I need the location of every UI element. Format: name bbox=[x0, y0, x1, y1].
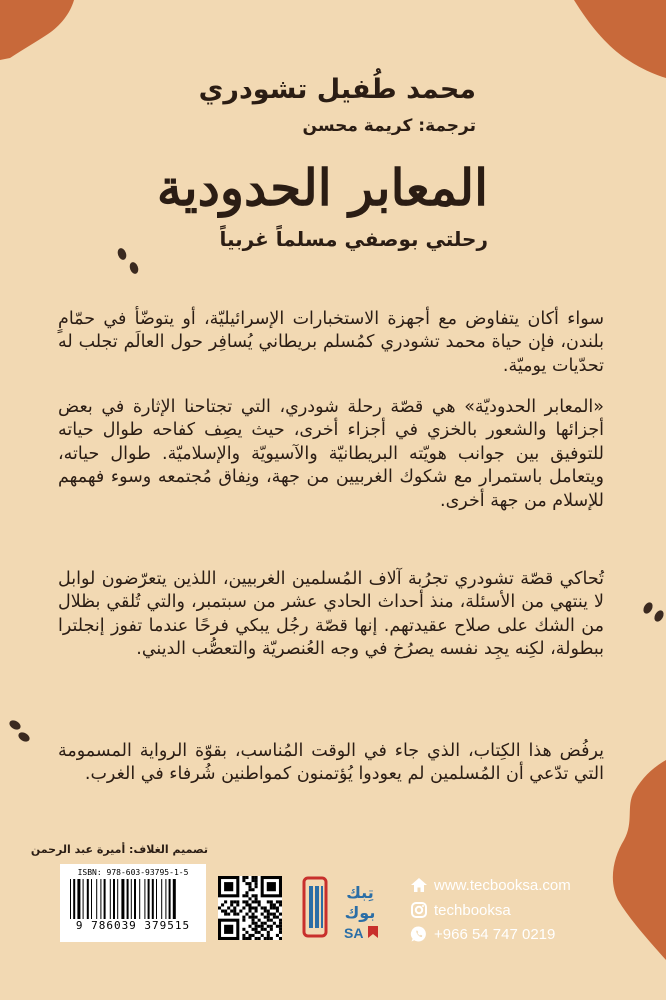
instagram-handle[interactable]: techbooksa bbox=[434, 901, 511, 919]
logo-line2: بوك bbox=[344, 903, 376, 922]
home-icon bbox=[410, 876, 428, 894]
isbn-digits: 9 786039 379515 bbox=[75, 919, 191, 932]
book-title: المعابر الحدودية bbox=[156, 158, 488, 217]
blob-top-right bbox=[566, 0, 666, 80]
qr-code bbox=[218, 876, 282, 940]
blurb-paragraph: تُحاكي قصّة تشودري تجرُبة آلاف المُسلمين الغربيين، اللذين يتعرّضون لوابل لا ينتهي من الأسئلة، منذ أحداث الحادي عشر من سبتمبر، والتي تُلقي بظلال من الشك على صلاح عقيدتهم. إنها قصّة رجُل يبكي فرحًا عندما تفوز إنجلترا ببطولة، لكِنه يجِد نفسه يصرُخ في وجه العُنصريّة والتعصُّب الديني. bbox=[58, 568, 604, 659]
logo-sa: SA bbox=[344, 925, 364, 941]
website-link[interactable]: www.tecbooksa.com bbox=[434, 876, 571, 894]
footprints-icon bbox=[114, 244, 142, 278]
whatsapp-icon bbox=[410, 925, 428, 943]
blob-top-left bbox=[0, 0, 90, 60]
footprints-icon bbox=[640, 598, 666, 628]
blurb-paragraph: سواء أكان يتفاوض مع أجهزة الاستخبارات الإسرائيليّة، أو يتوضّأ في حمّامٍ بلندن، فإن حياة محمد تشودري كمُسلم بريطاني يُسافِر حول العالَم تجلب له تحدّيات يوميّة. bbox=[58, 308, 604, 376]
blurb-paragraph: «المعابر الحدوديّة» هي قصّة رحلة شودري، التي تجتاحنا الإثارة في بعض أجزائها والشعور بالخزي في أجزاء أخرى، حيث يصِف كفاحه طوال حياته للتوفيق بين جوانب هويّته البريطانيّة والآسيويّة والإسلاميّة. طوال حياته، ويتعامل باستمرار مع شكوك الغربيين من جهة، ونِفاق مُجتمعه وسوء فهمهم للإسلام من جهة أخرى. bbox=[58, 396, 604, 511]
phone-line[interactable] bbox=[410, 923, 555, 945]
website-line[interactable] bbox=[410, 874, 571, 896]
blurb-paragraph: يرفُض هذا الكِتاب، الذي جاء في الوقت المُناسب، بقوّة الرواية المسمومة التي تدّعي أن المُسلمين لم يعودوا يُؤتمنون كمواطنين شُرفاء في الغرب. bbox=[58, 740, 604, 784]
logo-line1: تِبك bbox=[346, 883, 374, 902]
isbn-barcode bbox=[60, 864, 206, 942]
footprints-icon bbox=[6, 716, 34, 746]
isbn-label: ISBN: 978-603-93795-1-5 bbox=[77, 868, 189, 877]
instagram-line[interactable] bbox=[410, 899, 511, 921]
book-subtitle: رحلتي بوصفي مسلماً غربياً bbox=[219, 227, 488, 251]
cover-designer-credit: تصميم الغلاف: أميرة عبد الرحمن bbox=[30, 843, 208, 856]
instagram-icon bbox=[410, 901, 428, 919]
author-name: محمد طُفيل تشودري bbox=[198, 74, 476, 105]
barcode-graphic bbox=[68, 879, 198, 919]
phone-number[interactable]: +966 54 747 0219 bbox=[434, 925, 556, 943]
blob-bottom-right bbox=[600, 760, 666, 960]
translator-credit: ترجمة: كريمة محسن bbox=[302, 116, 476, 136]
publisher-logo bbox=[302, 874, 390, 942]
